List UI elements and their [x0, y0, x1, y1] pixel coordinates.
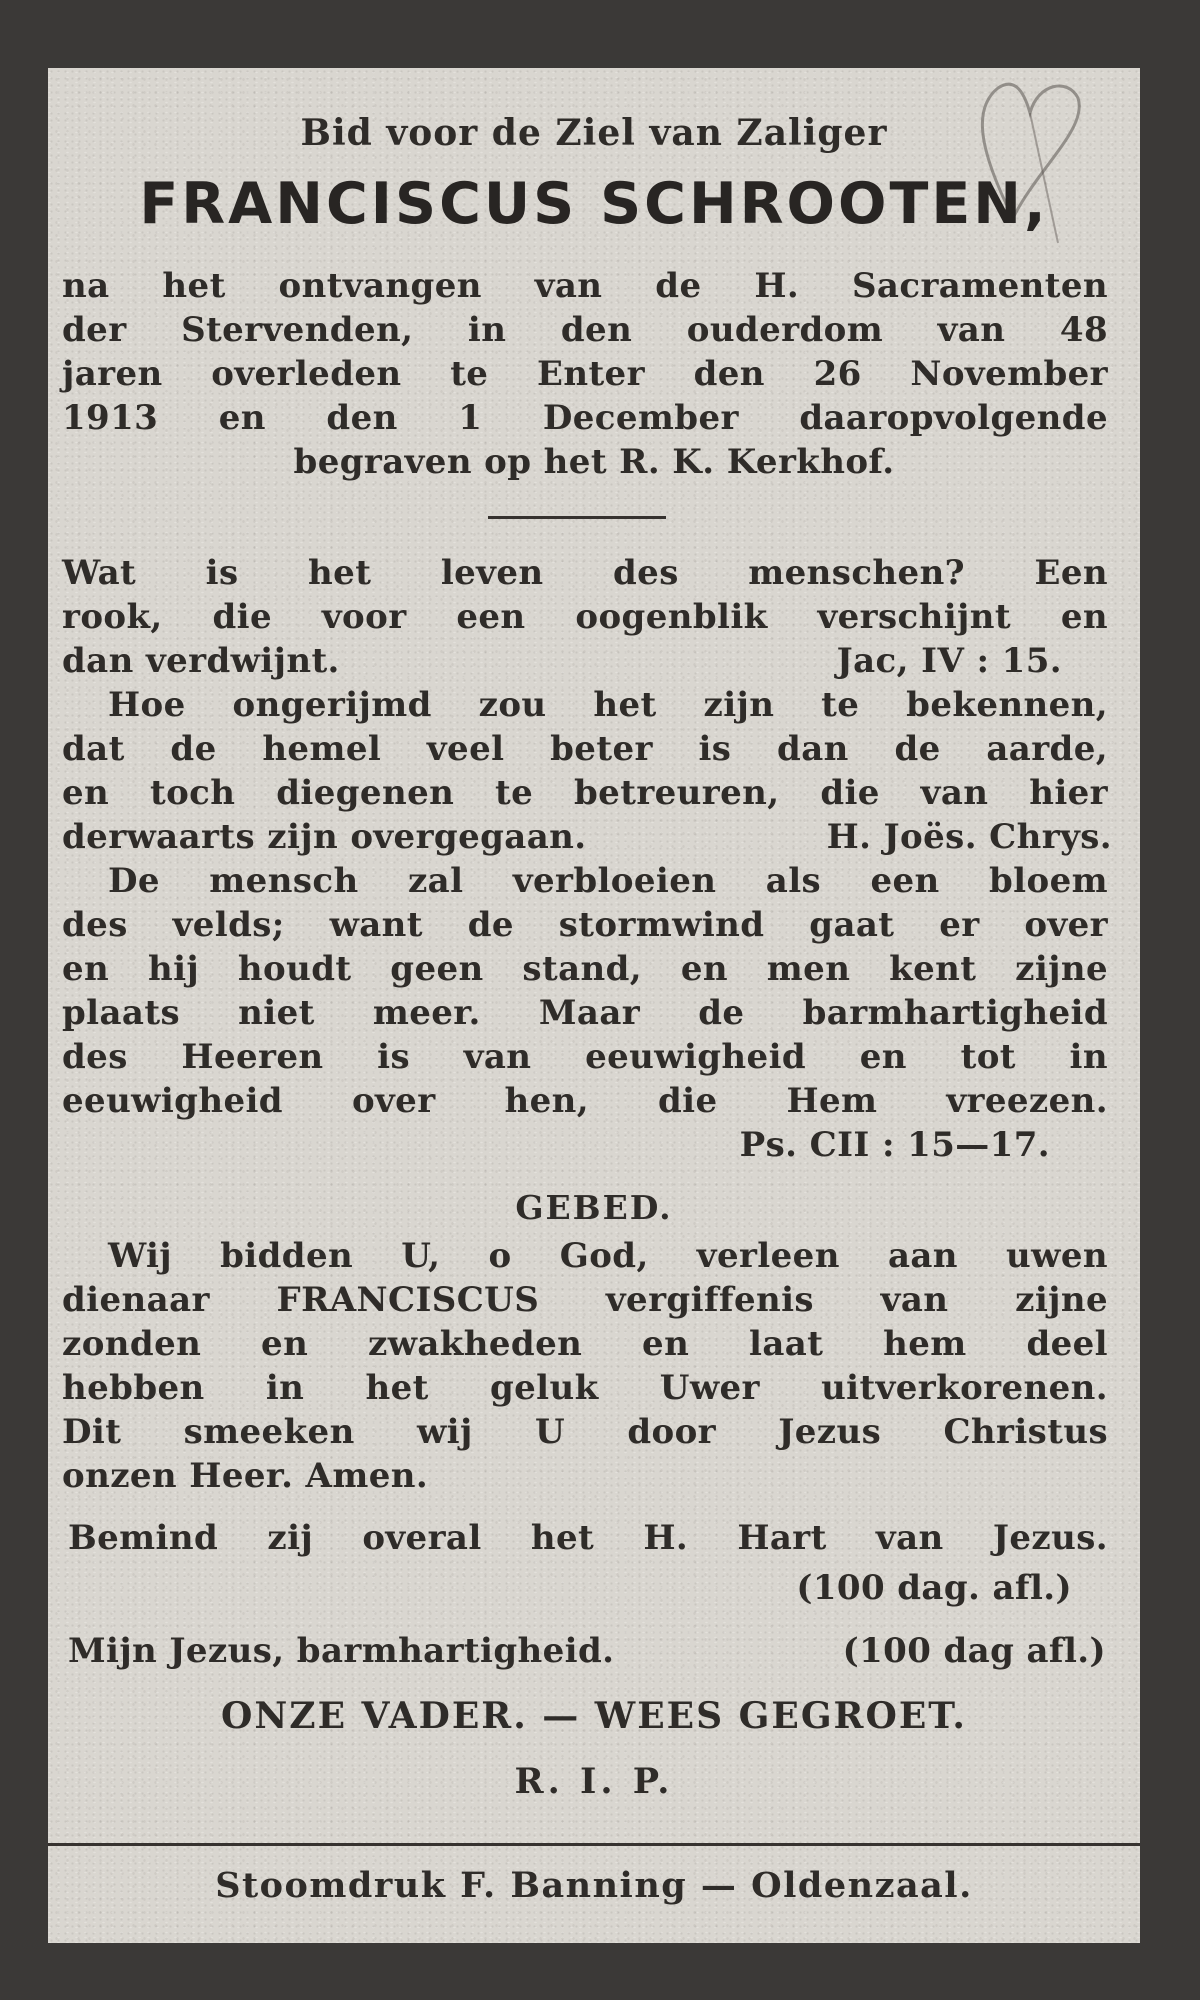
- notice-line-4: 1913 en den 1 December daaropvolgende: [62, 398, 1108, 438]
- heart-indulgence-aflaat: (100 dag. afl.): [796, 1568, 1072, 1608]
- separator-long: [48, 1843, 1140, 1846]
- chrys-line-1: Hoe ongerijmd zou het zijn te bekennen,: [108, 685, 1108, 725]
- heart-indulgence-text: Bemind zij overal het H. Hart van Jezus.: [68, 1518, 1108, 1558]
- jac-reference: Jac, IV : 15.: [836, 641, 1062, 681]
- deceased-name: FRANCISCUS SCHROOTEN,: [139, 171, 1049, 237]
- closing-prayers: ONZE VADER. — WEES GEGROET.: [221, 1695, 967, 1737]
- mercy-indulgence-aflaat: (100 dag afl.): [842, 1631, 1106, 1671]
- prayer-title: GEBED.: [515, 1188, 673, 1227]
- prayer-line-4: hebben in het geluk Uwer uitverkorenen.: [62, 1368, 1108, 1408]
- ps-line-4: plaats niet meer. Maar de barmhartigheid: [62, 993, 1108, 1033]
- printer-credit: Stoomdruk F. Banning — Oldenzaal.: [215, 1865, 973, 1906]
- ps-line-5: des Heeren is van eeuwigheid en tot in: [62, 1037, 1108, 1077]
- separator-short: [488, 516, 666, 519]
- prayer-line-2: dienaar FRANCISCUS vergiffenis van zijne: [62, 1280, 1108, 1320]
- memorial-card: [48, 68, 1140, 1943]
- jac-line-2: rook, die voor een oogenblik verschijnt en: [62, 597, 1108, 637]
- chrys-reference: H. Joës. Chrys.: [826, 817, 1112, 857]
- chrys-line-2: dat de hemel veel beter is dan de aarde,: [62, 729, 1108, 769]
- ps-line-1: De mensch zal verbloeien als een bloem: [108, 861, 1108, 901]
- prayer-line-1: Wij bidden U, o God, verleen aan uwen: [108, 1236, 1108, 1276]
- rip-text: R. I. P.: [514, 1761, 674, 1802]
- chrys-line-3: en toch diegenen te betreuren, die van hier: [62, 773, 1108, 813]
- prayer-line-6: onzen Heer. Amen.: [62, 1456, 429, 1496]
- prayer-line-5: Dit smeeken wij U door Jezus Christus: [62, 1412, 1108, 1452]
- chrys-line-4: derwaarts zijn overgegaan.: [62, 817, 587, 857]
- jac-line-3: dan verdwijnt.: [62, 641, 340, 681]
- mercy-indulgence-text: Mijn Jezus, barmhartigheid.: [68, 1631, 615, 1671]
- notice-line-1: na het ontvangen van de H. Sacramenten: [62, 266, 1108, 306]
- notice-line-5: begraven op het R. K. Kerkhof.: [293, 442, 895, 482]
- intro-text: Bid voor de Ziel van Zaliger: [300, 112, 888, 154]
- ps-line-6: eeuwigheid over hen, die Hem vreezen.: [62, 1081, 1108, 1121]
- notice-line-2: der Stervenden, in den ouderdom van 48: [62, 310, 1108, 350]
- notice-line-3: jaren overleden te Enter den 26 November: [62, 354, 1108, 394]
- ps-line-2: des velds; want de stormwind gaat er over: [62, 905, 1108, 945]
- ps-line-3: en hij houdt geen stand, en men kent zijne: [62, 949, 1108, 989]
- jac-line-1: Wat is het leven des menschen? Een: [62, 553, 1108, 593]
- prayer-line-3: zonden en zwakheden en laat hem deel: [62, 1324, 1108, 1364]
- ps-reference: Ps. CII : 15—17.: [739, 1125, 1050, 1165]
